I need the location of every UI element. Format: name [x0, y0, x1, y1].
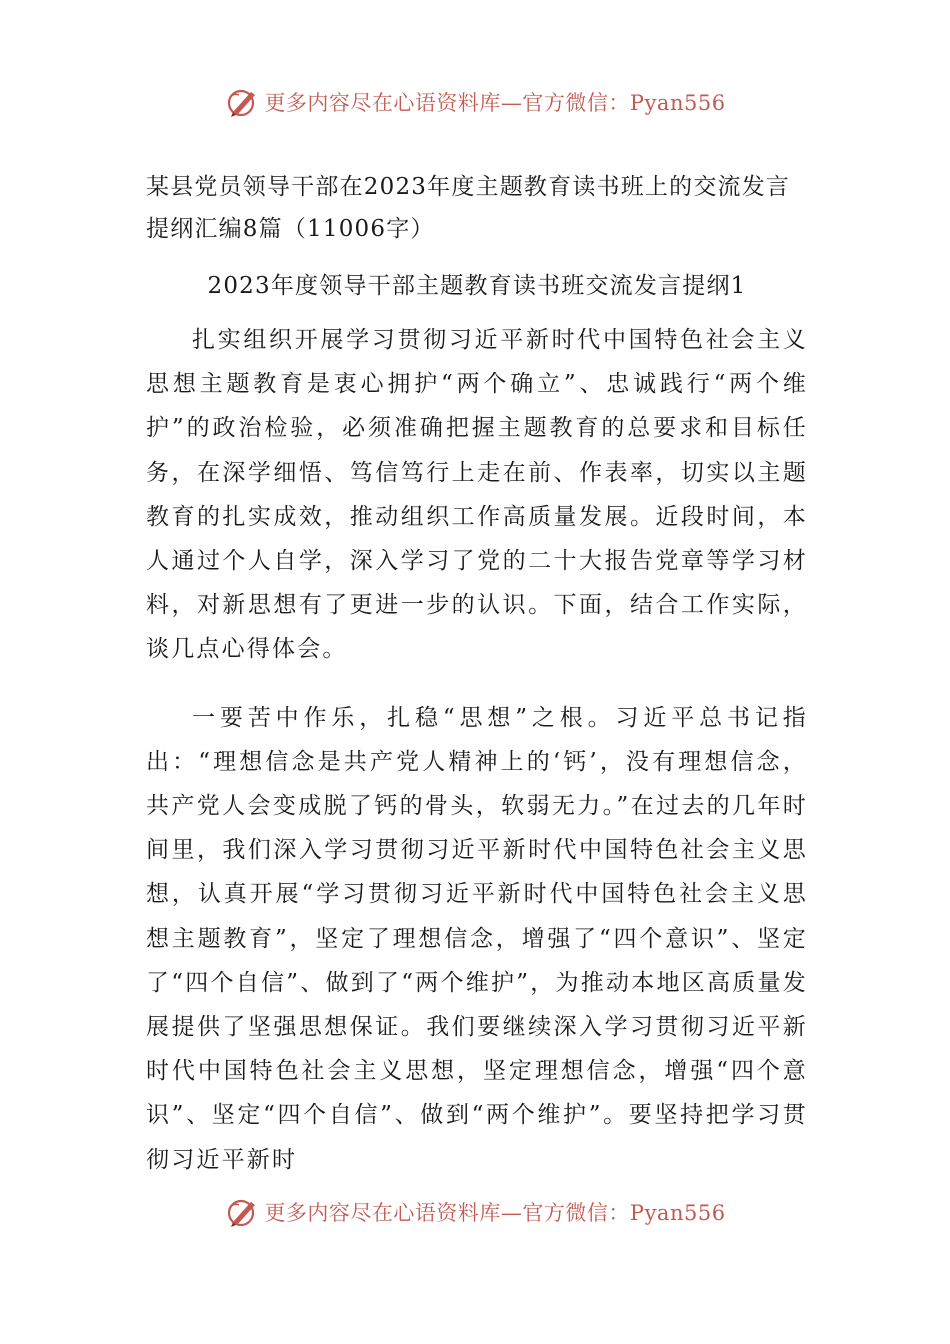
watermark-banner-top: [0, 80, 950, 124]
document-title: 某县党员领导干部在2023年度主题教育读书班上的交流发言提纲汇编8篇（11006字）: [146, 174, 791, 242]
paragraph: 扎实组织开展学习贯彻习近平新时代中国特色社会主义思想主题教育是衷心拥护“两个确立”、忠诚践行“两个维护”的政治检验，必须准确把握主题教育的总要求和目标任务，在深学细悟、笃信笃行上走在前、作表率，切实以主题教育的扎实成效，推动组织工作高质量发展。近段时间，本人通过个人自学，深入学习了党的二十大报告党章等学习材料，对新思想有了更进一步的认识。下面，结合工作实际，谈几点心得体会。: [146, 327, 808, 663]
watermark-text: 更多内容尽在心语资料库—官方微信：Pyan556: [264, 91, 726, 115]
paragraph: 一要苦中作乐，扎稳“思想”之根。习近平总书记指出：“理想信念是共产党人精神上的‘钙’，没有理想信念，共产党人会变成脱了钙的骨头，软弱无力。”在过去的几年时间里，我们深入学习贯彻习近平新时代中国特色社会主义思想，认真开展“学习贯彻习近平新时代中国特色社会主义思想主题教育”，坚定了理想信念，增强了“四个意识”、坚定了“四个自信”、做到了“两个维护”，为推动本地区高质量发展提供了坚强思想保证。我们要继续深入学习贯彻习近平新时代中国特色社会主义思想，坚定理想信念，增强“四个意识”、坚定“四个自信”、做到“两个维护”。要坚持把学习贯彻习近平新时: [146, 704, 808, 1173]
section-title: 2023年度领导干部主题教育读书班交流发言提纲1: [207, 273, 747, 299]
pen-logo-icon: [224, 1194, 260, 1230]
watermark-text: 更多内容尽在心语资料库—官方微信：Pyan556: [264, 1201, 726, 1225]
pen-logo-icon: [224, 84, 260, 120]
document-body: [146, 166, 808, 1182]
watermark-banner-bottom: [0, 1190, 950, 1234]
